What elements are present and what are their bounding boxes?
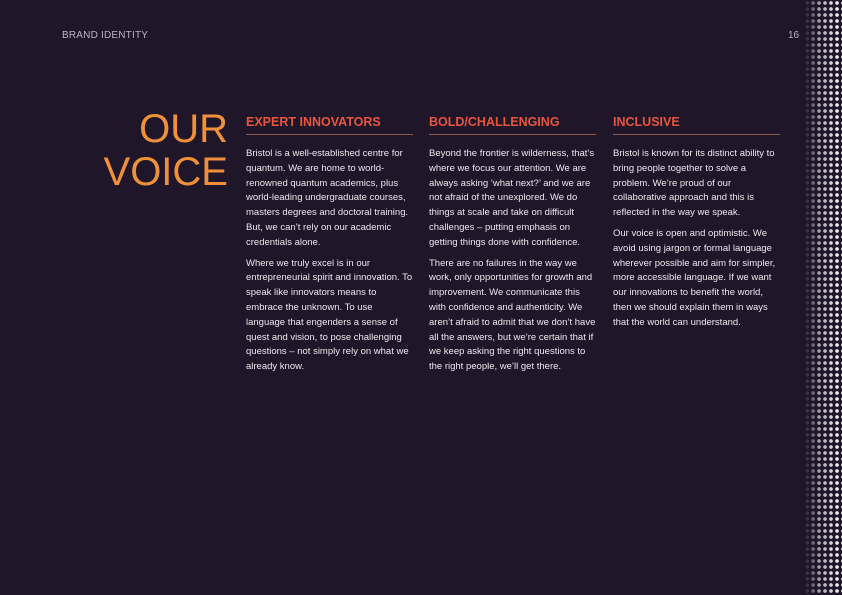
- column-heading: BOLD/CHALLENGING: [429, 115, 596, 135]
- column-paragraph: Bristol is a well-established centre for quantum. We are home to world-renowned quantum academics, plus world-leading undergraduate courses, masters degrees and doctoral training. But, we can’t rely on our academic credentials alone.: [246, 148, 409, 248]
- title-line-2: VOICE: [103, 150, 228, 194]
- column-inclusive: [613, 115, 780, 331]
- column-expert-innovators: [246, 115, 413, 375]
- column-paragraph: Our voice is open and optimistic. We avoid using jargon or formal language wherever possible and aim for simpler, more accessible language. If we want our innovations to benefit the world, then we should explain them in ways that the world can understand.: [613, 227, 776, 328]
- column-paragraph: Where we truly excel is in our entrepreneurial spirit and innovation. To speak like innovators means to embrace the unknown. To use language that engenders a sense of quest and vision, to pose challenging questions – not simply rely on what we already know.: [246, 257, 413, 373]
- page-title: [100, 108, 228, 194]
- column-paragraph: Beyond the frontier is wilderness, that’s where we focus our attention. We are always asking ‘what next?’ and we are not afraid of the unexplored. We do things at scale and take on difficult challenges – putting emphasis on getting things done with confidence.: [429, 148, 595, 248]
- section-label: BRAND IDENTITY: [62, 30, 149, 41]
- column-heading: EXPERT INNOVATORS: [246, 115, 413, 135]
- title-line-1: OUR: [139, 107, 228, 151]
- page-number: 16: [788, 30, 800, 41]
- column-paragraph: There are no failures in the way we work, only opportunities for growth and improvement. We communicate this with confidence and authenticity. We aren’t afraid to admit that we don’t have all the answers, but we’re certain that if we keep asking the right questions to the right people, we’ll get there.: [429, 257, 596, 373]
- halftone-dot-pattern: [804, 0, 842, 595]
- column-heading: INCLUSIVE: [613, 115, 780, 135]
- column-paragraph: Bristol is known for its distinct ability to bring people together to solve a problem. We’re proud of our collaborative approach and this is reflected in the way we speak.: [613, 148, 775, 219]
- column-bold-challenging: [429, 115, 596, 375]
